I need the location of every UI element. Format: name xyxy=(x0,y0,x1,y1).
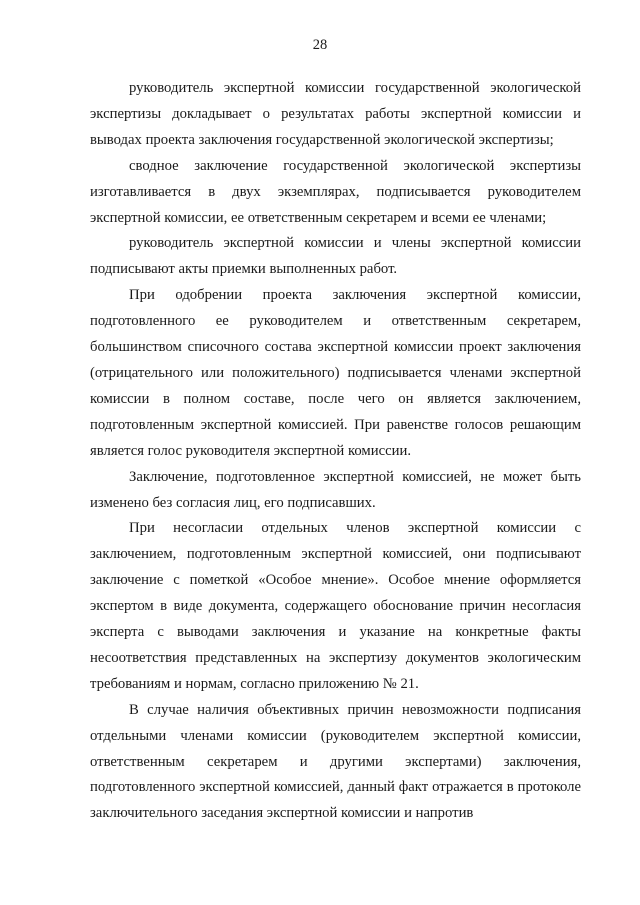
paragraph: руководитель экспертной комиссии и члены экспертной комиссии подписывают акты приемки выполненных работ. xyxy=(90,235,581,278)
paragraph: руководитель экспертной комиссии государственной экологической экспертизы докладывает о результатах работы экспертной комиссии и выводах проекта заключения государственной экологической экспертизы; xyxy=(90,80,581,148)
document-body xyxy=(90,76,581,827)
paragraph: Заключение, подготовленное экспертной комиссией, не может быть изменено без согласия лиц, его подписавших. xyxy=(90,468,581,511)
page-number: 28 xyxy=(312,37,328,53)
paragraph: сводное заключение государственной экологической экспертизы изготавливается в двух экземплярах, подписывается руководителем экспертной комиссии, ее ответственным секретарем и всеми ее членами; xyxy=(90,157,581,226)
paragraph: При одобрении проекта заключения экспертной комиссии, подготовленного ее руководителем и ответственным секретарем, большинством списочного состава экспертной комиссии проект заключения (отрицательного или положительного) подписывается членами экспертной комиссии в полном составе, после чего он является заключением, подготовленным экспертной комиссией. При равенстве голосов решающим является голос руководителя экспертной комиссии. xyxy=(90,287,581,459)
paragraph: В случае наличия объективных причин невозможности подписания отдельными членами комиссии (руководителем экспертной комиссии, ответственным секретарем и другими экспертами) заключения, подготовленного экспертной комиссией, данный факт отражается в протоколе заключительного заседания экспертной комиссии и напротив xyxy=(90,701,581,822)
paragraph: При несогласии отдельных членов экспертной комиссии с заключением, подготовленным экспертной комиссией, они подписывают заключение с пометкой «Особое мнение». Особое мнение оформляется экспертом в виде документа, содержащего обоснование причин несогласия эксперта с выводами заключения и указание на конкретные факты несоответствия представленных на экспертизу документов экологическим требованиям и нормам, согласно приложению № 21. xyxy=(90,520,581,692)
